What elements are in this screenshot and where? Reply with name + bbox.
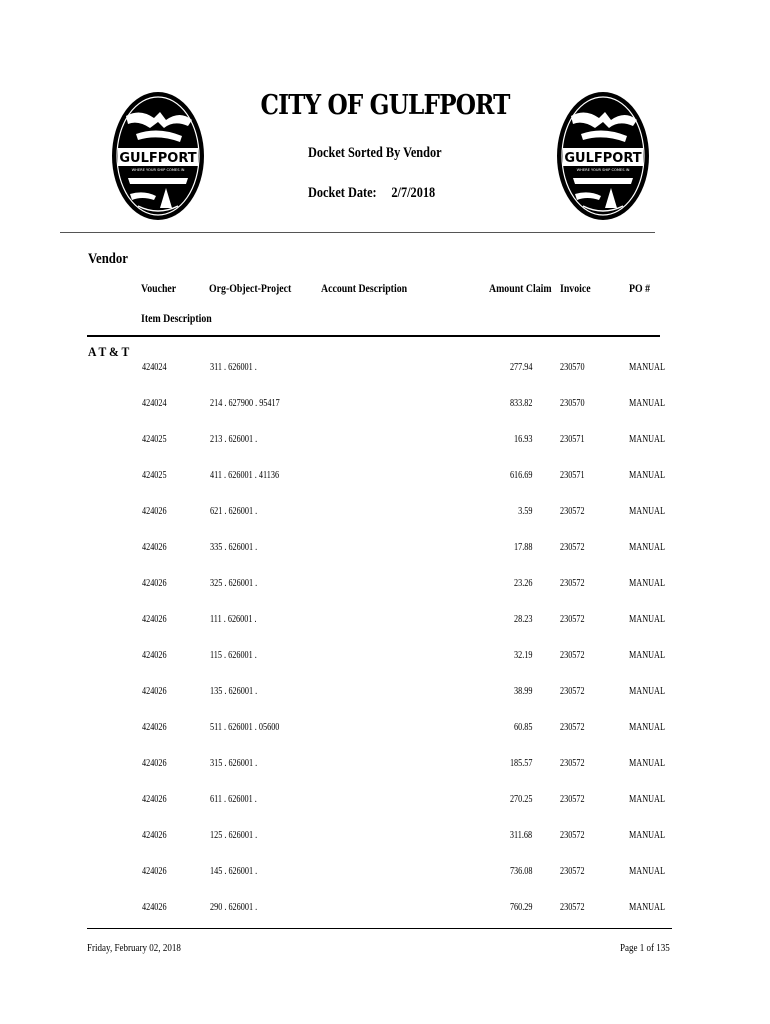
voucher-cell: 424026 (142, 650, 167, 661)
org-object-project-cell: 325 . 626001 . (210, 578, 258, 589)
docket-date-value: 2/7/2018 (391, 185, 436, 201)
header-divider (60, 232, 655, 233)
seal-left-text: GULFPORT (119, 151, 197, 166)
table-row (0, 434, 770, 448)
org-object-project-cell: 335 . 626001 . (210, 542, 258, 553)
org-object-project-cell: 315 . 626001 . (210, 758, 258, 769)
invoice-cell: 230572 (560, 614, 585, 625)
table-row (0, 542, 770, 556)
org-object-project-cell: 214 . 627900 . 95417 (210, 398, 280, 409)
amount-claim-cell: 32.19 (513, 650, 532, 661)
amount-claim-cell: 185.57 (509, 758, 532, 769)
table-row (0, 866, 770, 880)
po-cell: MANUAL (629, 542, 665, 553)
voucher-cell: 424026 (142, 542, 167, 553)
po-cell: MANUAL (629, 794, 665, 805)
voucher-cell: 424026 (142, 794, 167, 805)
invoice-cell: 230572 (560, 866, 585, 877)
column-header-voucher: Voucher (141, 281, 177, 295)
table-row (0, 722, 770, 736)
po-cell: MANUAL (629, 866, 665, 877)
org-object-project-cell: 125 . 626001 . (210, 830, 258, 841)
po-cell: MANUAL (629, 470, 665, 481)
table-row (0, 470, 770, 484)
po-cell: MANUAL (629, 758, 665, 769)
table-row (0, 686, 770, 700)
org-object-project-cell: 621 . 626001 . (210, 506, 258, 517)
footer-divider (87, 928, 672, 929)
invoice-cell: 230572 (560, 830, 585, 841)
voucher-cell: 424025 (142, 434, 167, 445)
po-cell: MANUAL (629, 722, 665, 733)
amount-claim-cell: 16.93 (513, 434, 532, 445)
invoice-cell: 230570 (560, 362, 585, 373)
amount-claim-cell: 38.99 (513, 686, 532, 697)
voucher-cell: 424026 (142, 686, 167, 697)
invoice-cell: 230571 (560, 434, 585, 445)
org-object-project-cell: 115 . 626001 . (210, 650, 257, 661)
table-row (0, 650, 770, 664)
table-row (0, 758, 770, 772)
amount-claim-cell: 277.94 (509, 362, 532, 373)
org-object-project-cell: 511 . 626001 . 05600 (210, 722, 280, 733)
page-number: Page 1 of 135 (620, 942, 670, 954)
po-cell: MANUAL (629, 578, 665, 589)
amount-claim-cell: 760.29 (509, 902, 532, 913)
amount-claim-cell: 17.88 (513, 542, 532, 553)
invoice-cell: 230572 (560, 686, 585, 697)
voucher-cell: 424025 (142, 470, 167, 481)
table-row (0, 794, 770, 808)
voucher-cell: 424026 (142, 578, 167, 589)
footer-date: Friday, February 02, 2018 (87, 942, 181, 954)
column-header-po: PO # (629, 281, 651, 295)
org-object-project-cell: 135 . 626001 . (210, 686, 258, 697)
voucher-cell: 424026 (142, 758, 167, 769)
table-row (0, 830, 770, 844)
seal-right-text: GULFPORT (564, 151, 642, 166)
org-object-project-cell: 145 . 626001 . (210, 866, 258, 877)
amount-claim-cell: 833.82 (509, 398, 532, 409)
invoice-cell: 230570 (560, 398, 585, 409)
po-cell: MANUAL (629, 506, 665, 517)
column-header-invoice: Invoice (560, 281, 591, 295)
table-row (0, 578, 770, 592)
table-row (0, 902, 770, 916)
seal-left-motto: WHERE YOUR SHIP COMES IN (131, 168, 185, 172)
table-row (0, 398, 770, 412)
org-object-project-cell: 111 . 626001 . (210, 614, 257, 625)
voucher-cell: 424026 (142, 614, 167, 625)
amount-claim-cell: 3.59 (517, 506, 532, 517)
amount-claim-cell: 311.68 (509, 830, 532, 841)
column-header-amount-claim: Amount Claim (489, 281, 552, 295)
voucher-cell: 424026 (142, 722, 167, 733)
invoice-cell: 230571 (560, 470, 585, 481)
docket-date-label: Docket Date: (308, 185, 377, 201)
column-header-account-description: Account Description (321, 281, 408, 295)
report-subtitle: Docket Sorted By Vendor (308, 145, 442, 161)
invoice-cell: 230572 (560, 758, 585, 769)
invoice-cell: 230572 (560, 722, 585, 733)
column-header-divider (87, 335, 660, 337)
voucher-cell: 424026 (142, 902, 167, 913)
invoice-cell: 230572 (560, 794, 585, 805)
po-cell: MANUAL (629, 650, 665, 661)
amount-claim-cell: 270.25 (509, 794, 532, 805)
po-cell: MANUAL (629, 362, 665, 373)
column-header-vendor: Vendor (88, 251, 128, 267)
column-header-org-object-project: Org-Object-Project (209, 281, 292, 295)
po-cell: MANUAL (629, 902, 665, 913)
seal-right-motto: WHERE YOUR SHIP COMES IN (576, 168, 630, 172)
org-object-project-cell: 411 . 626001 . 41136 (210, 470, 280, 481)
voucher-cell: 424024 (142, 398, 167, 409)
po-cell: MANUAL (629, 398, 665, 409)
voucher-cell: 424026 (142, 830, 167, 841)
table-row (0, 362, 770, 376)
amount-claim-cell: 616.69 (509, 470, 532, 481)
table-row (0, 614, 770, 628)
org-object-project-cell: 611 . 626001 . (210, 794, 257, 805)
vendor-name: A T & T (88, 344, 130, 359)
po-cell: MANUAL (629, 434, 665, 445)
invoice-cell: 230572 (560, 578, 585, 589)
invoice-cell: 230572 (560, 506, 585, 517)
voucher-cell: 424026 (142, 506, 167, 517)
org-object-project-cell: 290 . 626001 . (210, 902, 258, 913)
org-object-project-cell: 213 . 626001 . (210, 434, 258, 445)
org-object-project-cell: 311 . 626001 . (210, 362, 257, 373)
po-cell: MANUAL (629, 686, 665, 697)
column-header-item-description: Item Description (141, 311, 212, 325)
po-cell: MANUAL (629, 830, 665, 841)
amount-claim-cell: 60.85 (513, 722, 532, 733)
page-title: CITY OF GULFPORT (260, 90, 510, 121)
amount-claim-cell: 736.08 (509, 866, 532, 877)
invoice-cell: 230572 (560, 650, 585, 661)
invoice-cell: 230572 (560, 902, 585, 913)
docket-date (308, 185, 435, 202)
table-row (0, 506, 770, 520)
po-cell: MANUAL (629, 614, 665, 625)
voucher-cell: 424026 (142, 866, 167, 877)
voucher-cell: 424024 (142, 362, 167, 373)
amount-claim-cell: 28.23 (513, 614, 532, 625)
amount-claim-cell: 23.26 (513, 578, 532, 589)
invoice-cell: 230572 (560, 542, 585, 553)
